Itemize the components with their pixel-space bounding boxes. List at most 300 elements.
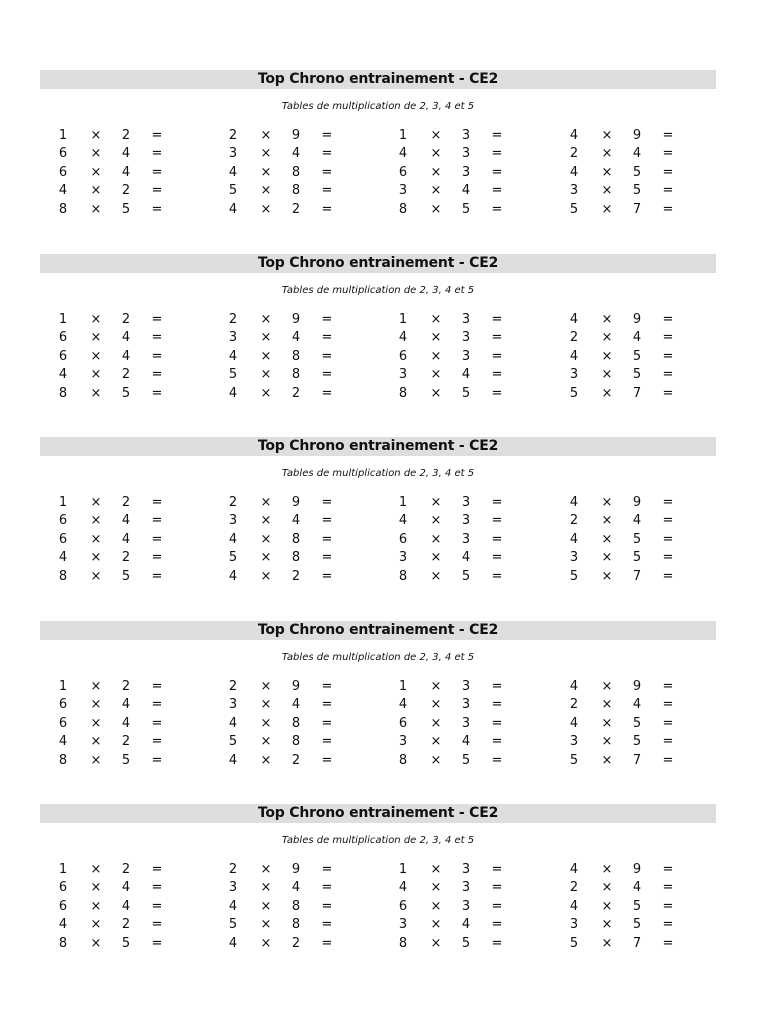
factor-right: 5 bbox=[632, 531, 642, 547]
multiplication-row bbox=[567, 329, 717, 347]
factor-left: 4 bbox=[569, 495, 579, 510]
factor-left: 1 bbox=[58, 862, 68, 877]
multiplication-row bbox=[396, 898, 546, 916]
times-sign: × bbox=[260, 752, 272, 768]
factor-left: 4 bbox=[569, 862, 579, 877]
multiplication-row bbox=[226, 366, 376, 384]
factor-right: 9 bbox=[291, 679, 301, 694]
factor-right: 3 bbox=[461, 679, 471, 694]
times-sign: × bbox=[260, 513, 272, 529]
factor-left: 3 bbox=[569, 367, 579, 383]
equals-sign: = bbox=[321, 880, 333, 896]
equals-sign: = bbox=[151, 312, 163, 327]
factor-right: 9 bbox=[291, 862, 301, 877]
factor-left: 8 bbox=[398, 568, 408, 584]
times-sign: × bbox=[90, 312, 102, 327]
multiplication-row bbox=[396, 879, 546, 897]
multiplication-row bbox=[396, 861, 546, 879]
equals-sign: = bbox=[321, 568, 333, 584]
factor-right: 5 bbox=[632, 898, 642, 914]
block-subtitle: Tables de multiplication de 2, 3, 4 et 5 bbox=[281, 101, 475, 112]
times-sign: × bbox=[90, 128, 102, 143]
equals-sign: = bbox=[321, 531, 333, 547]
times-sign: × bbox=[90, 330, 102, 346]
times-sign: × bbox=[601, 550, 613, 566]
equals-sign: = bbox=[662, 330, 674, 346]
equals-sign: = bbox=[151, 513, 163, 529]
times-sign: × bbox=[430, 697, 442, 713]
multiplication-row bbox=[56, 201, 206, 219]
times-sign: × bbox=[260, 367, 272, 383]
factor-left: 3 bbox=[569, 550, 579, 566]
factor-left: 1 bbox=[58, 679, 68, 694]
multiplication-row bbox=[56, 733, 206, 751]
times-sign: × bbox=[90, 862, 102, 877]
multiplication-row bbox=[567, 678, 717, 696]
factor-left: 4 bbox=[58, 550, 68, 566]
factor-left: 8 bbox=[58, 385, 68, 401]
equals-sign: = bbox=[491, 752, 503, 768]
factor-left: 4 bbox=[58, 367, 68, 383]
times-sign: × bbox=[90, 495, 102, 510]
multiplication-row bbox=[567, 182, 717, 200]
times-sign: × bbox=[430, 183, 442, 199]
factor-right: 9 bbox=[632, 312, 642, 327]
factor-right: 8 bbox=[291, 715, 301, 731]
multiplication-row bbox=[226, 733, 376, 751]
factor-right: 4 bbox=[461, 550, 471, 566]
multiplication-row bbox=[567, 201, 717, 219]
exercise-block bbox=[40, 804, 716, 964]
times-sign: × bbox=[601, 513, 613, 529]
equals-sign: = bbox=[151, 715, 163, 731]
multiplication-row bbox=[396, 678, 546, 696]
equals-sign: = bbox=[491, 183, 503, 199]
operations-column bbox=[396, 861, 546, 953]
equals-sign: = bbox=[662, 164, 674, 180]
equals-sign: = bbox=[151, 128, 163, 143]
multiplication-row bbox=[396, 733, 546, 751]
multiplication-row bbox=[226, 715, 376, 733]
times-sign: × bbox=[430, 568, 442, 584]
factor-left: 2 bbox=[569, 880, 579, 896]
factor-left: 4 bbox=[569, 715, 579, 731]
times-sign: × bbox=[260, 146, 272, 162]
block-title: Top Chrono entrainement - CE2 bbox=[40, 254, 716, 273]
factor-left: 6 bbox=[58, 697, 68, 713]
equals-sign: = bbox=[321, 385, 333, 401]
operations-column bbox=[226, 127, 376, 219]
factor-right: 2 bbox=[121, 550, 131, 566]
multiplication-row bbox=[226, 385, 376, 403]
multiplication-row bbox=[567, 348, 717, 366]
factor-right: 4 bbox=[291, 880, 301, 896]
multiplication-row bbox=[226, 329, 376, 347]
equals-sign: = bbox=[662, 513, 674, 529]
factor-right: 2 bbox=[121, 679, 131, 694]
operations-grid bbox=[40, 127, 716, 221]
exercise-block bbox=[40, 70, 716, 230]
factor-right: 7 bbox=[632, 935, 642, 951]
factor-left: 1 bbox=[58, 312, 68, 327]
multiplication-row bbox=[56, 494, 206, 512]
equals-sign: = bbox=[321, 715, 333, 731]
equals-sign: = bbox=[491, 495, 503, 510]
factor-left: 6 bbox=[398, 348, 408, 364]
factor-right: 5 bbox=[121, 568, 131, 584]
times-sign: × bbox=[430, 495, 442, 510]
factor-left: 5 bbox=[569, 568, 579, 584]
factor-left: 4 bbox=[569, 164, 579, 180]
factor-right: 8 bbox=[291, 531, 301, 547]
times-sign: × bbox=[260, 734, 272, 750]
multiplication-row bbox=[396, 568, 546, 586]
times-sign: × bbox=[90, 935, 102, 951]
factor-left: 5 bbox=[569, 201, 579, 217]
factor-left: 6 bbox=[58, 146, 68, 162]
times-sign: × bbox=[90, 348, 102, 364]
factor-left: 4 bbox=[58, 734, 68, 750]
times-sign: × bbox=[90, 531, 102, 547]
factor-left: 6 bbox=[398, 531, 408, 547]
times-sign: × bbox=[601, 146, 613, 162]
factor-right: 5 bbox=[632, 183, 642, 199]
equals-sign: = bbox=[151, 348, 163, 364]
equals-sign: = bbox=[491, 348, 503, 364]
multiplication-row bbox=[56, 531, 206, 549]
factor-right: 4 bbox=[121, 330, 131, 346]
factor-left: 3 bbox=[398, 550, 408, 566]
equals-sign: = bbox=[151, 367, 163, 383]
equals-sign: = bbox=[491, 715, 503, 731]
multiplication-row bbox=[226, 549, 376, 567]
factor-right: 9 bbox=[632, 128, 642, 143]
factor-left: 4 bbox=[228, 201, 238, 217]
times-sign: × bbox=[601, 183, 613, 199]
multiplication-row bbox=[567, 512, 717, 530]
factor-left: 6 bbox=[58, 531, 68, 547]
equals-sign: = bbox=[491, 164, 503, 180]
multiplication-row bbox=[226, 752, 376, 770]
factor-left: 8 bbox=[398, 935, 408, 951]
equals-sign: = bbox=[662, 697, 674, 713]
times-sign: × bbox=[601, 201, 613, 217]
factor-left: 2 bbox=[228, 862, 238, 877]
times-sign: × bbox=[430, 862, 442, 877]
factor-left: 4 bbox=[58, 917, 68, 933]
multiplication-row bbox=[567, 494, 717, 512]
factor-left: 4 bbox=[569, 898, 579, 914]
factor-left: 1 bbox=[58, 128, 68, 143]
factor-left: 3 bbox=[228, 697, 238, 713]
equals-sign: = bbox=[321, 898, 333, 914]
multiplication-row bbox=[226, 678, 376, 696]
factor-right: 2 bbox=[291, 201, 301, 217]
equals-sign: = bbox=[151, 495, 163, 510]
factor-right: 2 bbox=[291, 935, 301, 951]
multiplication-row bbox=[56, 898, 206, 916]
factor-left: 6 bbox=[58, 715, 68, 731]
equals-sign: = bbox=[151, 917, 163, 933]
times-sign: × bbox=[90, 917, 102, 933]
multiplication-row bbox=[396, 549, 546, 567]
multiplication-row bbox=[226, 127, 376, 145]
operations-column bbox=[567, 678, 717, 770]
multiplication-row bbox=[56, 549, 206, 567]
factor-left: 3 bbox=[569, 734, 579, 750]
equals-sign: = bbox=[491, 862, 503, 877]
times-sign: × bbox=[601, 367, 613, 383]
factor-right: 4 bbox=[461, 734, 471, 750]
equals-sign: = bbox=[662, 880, 674, 896]
times-sign: × bbox=[90, 183, 102, 199]
equals-sign: = bbox=[491, 330, 503, 346]
operations-grid bbox=[40, 494, 716, 588]
multiplication-row bbox=[56, 935, 206, 953]
times-sign: × bbox=[90, 164, 102, 180]
factor-left: 4 bbox=[228, 385, 238, 401]
multiplication-row bbox=[226, 512, 376, 530]
factor-left: 3 bbox=[398, 183, 408, 199]
multiplication-row bbox=[56, 752, 206, 770]
times-sign: × bbox=[601, 697, 613, 713]
multiplication-row bbox=[396, 385, 546, 403]
equals-sign: = bbox=[662, 128, 674, 143]
times-sign: × bbox=[260, 201, 272, 217]
factor-right: 5 bbox=[632, 734, 642, 750]
factor-left: 3 bbox=[228, 330, 238, 346]
multiplication-row bbox=[396, 935, 546, 953]
factor-left: 4 bbox=[569, 312, 579, 327]
factor-left: 6 bbox=[398, 164, 408, 180]
times-sign: × bbox=[601, 715, 613, 731]
times-sign: × bbox=[260, 550, 272, 566]
operations-column bbox=[567, 127, 717, 219]
exercise-block bbox=[40, 254, 716, 414]
times-sign: × bbox=[601, 880, 613, 896]
times-sign: × bbox=[260, 495, 272, 510]
equals-sign: = bbox=[491, 550, 503, 566]
multiplication-row bbox=[567, 879, 717, 897]
equals-sign: = bbox=[662, 568, 674, 584]
equals-sign: = bbox=[662, 312, 674, 327]
equals-sign: = bbox=[491, 917, 503, 933]
factor-right: 8 bbox=[291, 734, 301, 750]
multiplication-row bbox=[56, 145, 206, 163]
times-sign: × bbox=[90, 752, 102, 768]
times-sign: × bbox=[430, 715, 442, 731]
equals-sign: = bbox=[151, 935, 163, 951]
multiplication-row bbox=[567, 385, 717, 403]
factor-right: 8 bbox=[291, 183, 301, 199]
factor-left: 5 bbox=[228, 734, 238, 750]
equals-sign: = bbox=[321, 183, 333, 199]
multiplication-row bbox=[226, 201, 376, 219]
factor-right: 3 bbox=[461, 715, 471, 731]
times-sign: × bbox=[90, 550, 102, 566]
factor-right: 4 bbox=[461, 183, 471, 199]
factor-left: 2 bbox=[228, 495, 238, 510]
factor-right: 4 bbox=[632, 880, 642, 896]
factor-right: 3 bbox=[461, 495, 471, 510]
factor-right: 9 bbox=[632, 495, 642, 510]
factor-right: 9 bbox=[291, 495, 301, 510]
equals-sign: = bbox=[491, 568, 503, 584]
factor-left: 6 bbox=[398, 898, 408, 914]
equals-sign: = bbox=[321, 164, 333, 180]
equals-sign: = bbox=[321, 679, 333, 694]
equals-sign: = bbox=[321, 862, 333, 877]
operations-column bbox=[56, 494, 206, 586]
factor-left: 4 bbox=[228, 752, 238, 768]
times-sign: × bbox=[90, 367, 102, 383]
factor-left: 4 bbox=[569, 348, 579, 364]
multiplication-row bbox=[396, 512, 546, 530]
multiplication-row bbox=[567, 164, 717, 182]
multiplication-row bbox=[567, 898, 717, 916]
multiplication-row bbox=[56, 861, 206, 879]
factor-right: 3 bbox=[461, 531, 471, 547]
equals-sign: = bbox=[491, 531, 503, 547]
times-sign: × bbox=[601, 164, 613, 180]
factor-right: 4 bbox=[291, 146, 301, 162]
factor-left: 4 bbox=[228, 898, 238, 914]
factor-left: 4 bbox=[228, 348, 238, 364]
factor-left: 6 bbox=[58, 164, 68, 180]
multiplication-row bbox=[56, 678, 206, 696]
block-subtitle: Tables de multiplication de 2, 3, 4 et 5 bbox=[281, 468, 475, 479]
equals-sign: = bbox=[491, 201, 503, 217]
factor-left: 2 bbox=[569, 330, 579, 346]
factor-right: 4 bbox=[291, 513, 301, 529]
equals-sign: = bbox=[491, 513, 503, 529]
factor-right: 4 bbox=[121, 164, 131, 180]
factor-left: 4 bbox=[569, 531, 579, 547]
times-sign: × bbox=[601, 495, 613, 510]
equals-sign: = bbox=[662, 385, 674, 401]
factor-right: 2 bbox=[121, 495, 131, 510]
multiplication-row bbox=[56, 311, 206, 329]
times-sign: × bbox=[90, 898, 102, 914]
operations-grid bbox=[40, 311, 716, 405]
equals-sign: = bbox=[491, 697, 503, 713]
factor-right: 9 bbox=[291, 128, 301, 143]
factor-right: 3 bbox=[461, 330, 471, 346]
factor-left: 3 bbox=[569, 183, 579, 199]
factor-left: 4 bbox=[228, 935, 238, 951]
factor-left: 3 bbox=[569, 917, 579, 933]
multiplication-row bbox=[567, 916, 717, 934]
factor-left: 3 bbox=[228, 513, 238, 529]
block-subtitle: Tables de multiplication de 2, 3, 4 et 5 bbox=[281, 652, 475, 663]
multiplication-row bbox=[567, 311, 717, 329]
times-sign: × bbox=[260, 898, 272, 914]
times-sign: × bbox=[430, 146, 442, 162]
times-sign: × bbox=[260, 880, 272, 896]
block-title: Top Chrono entrainement - CE2 bbox=[40, 621, 716, 640]
times-sign: × bbox=[260, 862, 272, 877]
factor-right: 8 bbox=[291, 164, 301, 180]
factor-left: 3 bbox=[398, 367, 408, 383]
factor-left: 1 bbox=[398, 312, 408, 327]
times-sign: × bbox=[430, 164, 442, 180]
factor-left: 6 bbox=[58, 348, 68, 364]
operations-column bbox=[226, 494, 376, 586]
factor-left: 2 bbox=[569, 146, 579, 162]
equals-sign: = bbox=[662, 146, 674, 162]
multiplication-row bbox=[56, 568, 206, 586]
factor-right: 7 bbox=[632, 385, 642, 401]
multiplication-row bbox=[567, 531, 717, 549]
factor-right: 4 bbox=[121, 513, 131, 529]
factor-right: 2 bbox=[291, 752, 301, 768]
factor-left: 4 bbox=[398, 330, 408, 346]
factor-right: 3 bbox=[461, 697, 471, 713]
factor-left: 6 bbox=[58, 330, 68, 346]
equals-sign: = bbox=[662, 183, 674, 199]
multiplication-row bbox=[396, 348, 546, 366]
equals-sign: = bbox=[151, 679, 163, 694]
multiplication-row bbox=[567, 568, 717, 586]
multiplication-row bbox=[56, 329, 206, 347]
factor-right: 4 bbox=[291, 697, 301, 713]
factor-right: 5 bbox=[461, 935, 471, 951]
times-sign: × bbox=[601, 568, 613, 584]
equals-sign: = bbox=[662, 531, 674, 547]
factor-right: 5 bbox=[461, 752, 471, 768]
block-title: Top Chrono entrainement - CE2 bbox=[40, 70, 716, 89]
equals-sign: = bbox=[321, 367, 333, 383]
factor-right: 4 bbox=[121, 715, 131, 731]
operations-grid bbox=[40, 861, 716, 955]
equals-sign: = bbox=[151, 697, 163, 713]
equals-sign: = bbox=[662, 734, 674, 750]
factor-left: 1 bbox=[398, 495, 408, 510]
factor-left: 2 bbox=[228, 128, 238, 143]
multiplication-row bbox=[56, 182, 206, 200]
factor-left: 4 bbox=[228, 568, 238, 584]
multiplication-row bbox=[226, 182, 376, 200]
times-sign: × bbox=[430, 550, 442, 566]
factor-right: 2 bbox=[121, 734, 131, 750]
times-sign: × bbox=[260, 128, 272, 143]
equals-sign: = bbox=[491, 679, 503, 694]
multiplication-row bbox=[226, 348, 376, 366]
factor-right: 4 bbox=[121, 898, 131, 914]
times-sign: × bbox=[430, 367, 442, 383]
equals-sign: = bbox=[321, 201, 333, 217]
multiplication-row bbox=[226, 898, 376, 916]
factor-left: 4 bbox=[398, 697, 408, 713]
equals-sign: = bbox=[662, 752, 674, 768]
equals-sign: = bbox=[491, 367, 503, 383]
factor-right: 8 bbox=[291, 898, 301, 914]
factor-right: 3 bbox=[461, 146, 471, 162]
times-sign: × bbox=[601, 898, 613, 914]
factor-right: 5 bbox=[632, 164, 642, 180]
times-sign: × bbox=[430, 312, 442, 327]
factor-right: 9 bbox=[632, 679, 642, 694]
factor-right: 4 bbox=[632, 146, 642, 162]
factor-right: 5 bbox=[461, 201, 471, 217]
factor-right: 4 bbox=[121, 348, 131, 364]
times-sign: × bbox=[601, 312, 613, 327]
multiplication-row bbox=[56, 512, 206, 530]
equals-sign: = bbox=[491, 385, 503, 401]
multiplication-row bbox=[56, 127, 206, 145]
multiplication-row bbox=[567, 696, 717, 714]
factor-left: 8 bbox=[58, 201, 68, 217]
